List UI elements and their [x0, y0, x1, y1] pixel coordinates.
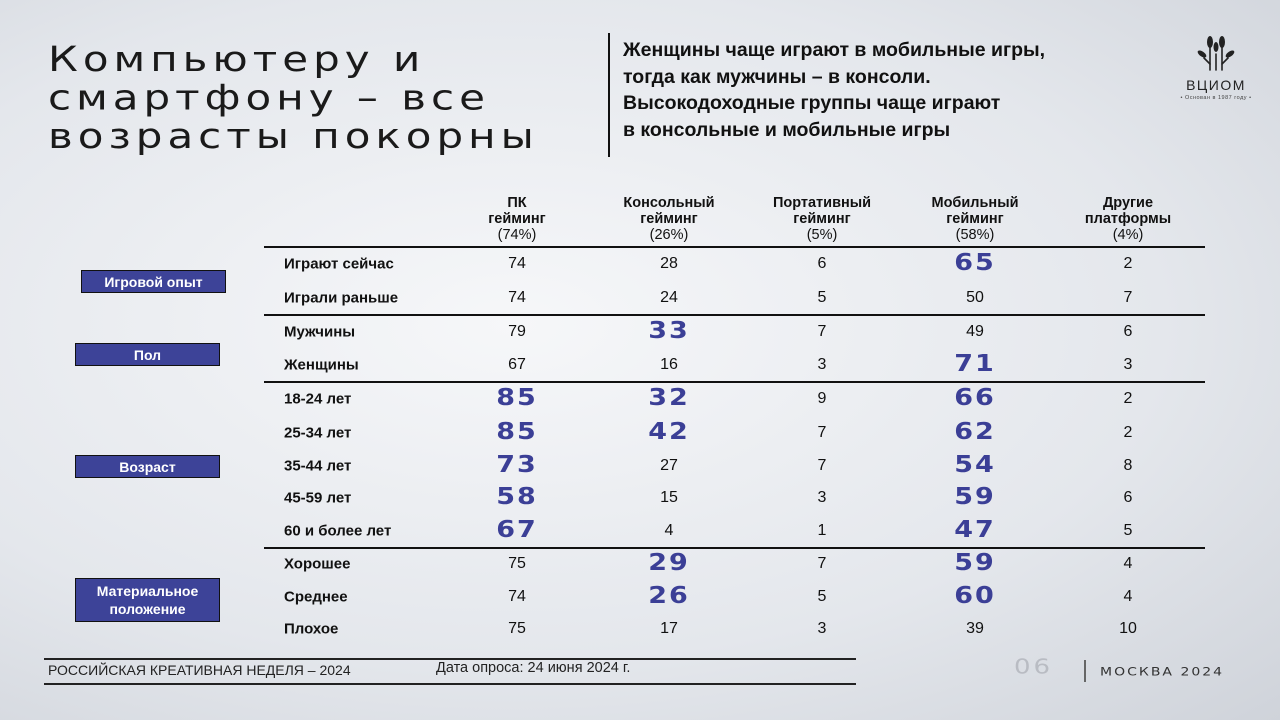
highlighted-value: 32 — [648, 384, 690, 411]
group-label: Игровой опыт — [81, 270, 226, 293]
column-header-line: Мобильный — [931, 195, 1019, 211]
table-cell: 24 — [660, 289, 678, 306]
highlighted-value: 65 — [954, 249, 996, 276]
table-separator — [264, 381, 1205, 383]
table-cell: 4 — [664, 522, 674, 539]
row-label: 25-34 лет — [284, 424, 352, 442]
table-cell: 17 — [660, 620, 678, 637]
vciom-logo — [1174, 34, 1258, 101]
row-label: Женщины — [284, 356, 359, 374]
highlighted-value: 71 — [954, 350, 996, 377]
table-cell: 10 — [1119, 620, 1137, 637]
table-cell: 67 — [508, 356, 526, 373]
row-label: 35-44 лет — [284, 457, 352, 475]
table-cell: 7 — [817, 424, 827, 441]
survey-date: Дата опроса: 24 июня 2024 г. — [436, 660, 631, 676]
row-label: Среднее — [284, 588, 348, 606]
vertical-divider — [608, 33, 610, 157]
highlighted-value: 59 — [954, 549, 996, 576]
column-header-line: гейминг — [946, 211, 1004, 227]
column-header-line: Консольный — [623, 195, 715, 211]
table-cell: 2 — [1123, 255, 1133, 272]
subtitle-line: Женщины чаще играют в мобильные игры, — [623, 39, 1046, 61]
highlighted-value: 66 — [954, 384, 996, 411]
table-cell: 75 — [508, 620, 526, 637]
tree-logo-icon — [1194, 34, 1238, 74]
table-cell: 15 — [660, 489, 678, 506]
column-header-line: гейминг — [793, 211, 851, 227]
highlighted-value: 26 — [648, 582, 690, 609]
table-cell: 7 — [817, 457, 827, 474]
page-divider — [1084, 660, 1086, 682]
table-cell: 6 — [817, 255, 827, 272]
table-cell: 74 — [508, 255, 526, 272]
row-label: Играли раньше — [284, 289, 399, 307]
column-header-line: платформы — [1084, 211, 1172, 227]
table-cell: 6 — [1123, 323, 1133, 340]
highlighted-value: 29 — [648, 549, 690, 576]
table-cell: 5 — [1123, 522, 1133, 539]
row-label: 18-24 лет — [284, 390, 352, 408]
highlighted-value: 85 — [496, 418, 538, 445]
logo-founded: • Основан в 1987 году • — [1180, 95, 1252, 101]
table-cell: 2 — [1123, 424, 1133, 441]
highlighted-value: 60 — [954, 582, 996, 609]
column-header-share: (5%) — [806, 227, 838, 243]
page-title: Компьютеру и смартфону – все возрасты покорны — [48, 39, 539, 157]
highlighted-value: 67 — [496, 516, 538, 543]
group-label: Возраст — [75, 455, 220, 478]
column-header — [900, 195, 1050, 243]
highlighted-value: 47 — [954, 516, 996, 543]
column-header-line: Портативный — [772, 195, 872, 211]
subtitle-line: Высокодоходные группы чаще играют — [623, 92, 1001, 114]
highlighted-value: 42 — [648, 418, 690, 445]
table-cell: 1 — [817, 522, 827, 539]
column-header-line: гейминг — [640, 211, 698, 227]
table-separator — [264, 246, 1205, 248]
highlighted-value: 85 — [496, 384, 538, 411]
table-separator — [264, 314, 1205, 316]
highlighted-value: 58 — [496, 483, 538, 510]
table-cell: 7 — [817, 555, 827, 572]
highlighted-value: 59 — [954, 483, 996, 510]
group-label: Пол — [75, 343, 220, 366]
column-header — [442, 195, 592, 243]
table-cell: 74 — [508, 289, 526, 306]
table-cell: 3 — [817, 620, 827, 637]
table-cell: 7 — [817, 323, 827, 340]
table-cell: 7 — [1123, 289, 1133, 306]
column-header-line: Другие — [1102, 195, 1154, 211]
table-cell: 6 — [1123, 489, 1133, 506]
group-label: Материальное положение — [75, 578, 220, 622]
row-label: 60 и более лет — [284, 522, 392, 540]
highlighted-value: 54 — [954, 451, 996, 478]
table-cell: 3 — [817, 489, 827, 506]
table-cell: 39 — [966, 620, 984, 637]
column-header-share: (74%) — [497, 227, 537, 243]
highlighted-value: 73 — [496, 451, 538, 478]
logo-name: ВЦИОМ — [1186, 77, 1246, 93]
table-separator — [264, 547, 1205, 549]
column-header — [1053, 195, 1203, 243]
table-cell: 75 — [508, 555, 526, 572]
column-header-line: гейминг — [488, 211, 546, 227]
row-label: Играют сейчас — [284, 255, 394, 273]
subtitle — [623, 37, 1143, 143]
column-header-line: ПК — [507, 195, 527, 211]
footer-event: РОССИЙСКАЯ КРЕАТИВНАЯ НЕДЕЛЯ – 2024 — [48, 662, 351, 678]
row-label: Плохое — [284, 620, 339, 638]
subtitle-line: в консольные и мобильные игры — [623, 118, 951, 141]
table-cell: 3 — [817, 356, 827, 373]
page-number: 06 — [1014, 655, 1054, 679]
table-cell: 74 — [508, 588, 526, 605]
row-label: Мужчины — [284, 323, 356, 341]
column-header-share: (26%) — [649, 227, 689, 243]
column-header — [747, 195, 897, 243]
column-header-share: (58%) — [955, 227, 995, 243]
table-cell: 4 — [1123, 588, 1133, 605]
table-cell: 5 — [817, 289, 827, 306]
highlighted-value: 33 — [648, 317, 690, 344]
table-cell: 16 — [660, 356, 678, 373]
subtitle-line: тогда как мужчины – в консоли. — [623, 65, 931, 88]
table-cell: 5 — [817, 588, 827, 605]
table-cell: 8 — [1123, 457, 1133, 474]
table-cell: 3 — [1123, 356, 1133, 373]
table-cell: 4 — [1123, 555, 1133, 572]
row-label: 45-59 лет — [284, 489, 352, 507]
footer-city: МОСКВА 2024 — [1100, 665, 1225, 679]
highlighted-value: 62 — [954, 418, 996, 445]
table-cell: 28 — [660, 255, 678, 272]
table-cell: 49 — [966, 323, 984, 340]
column-header — [594, 195, 744, 243]
table-cell: 9 — [817, 390, 827, 407]
column-header-share: (4%) — [1112, 227, 1144, 243]
table-cell: 27 — [660, 457, 678, 474]
row-label: Хорошее — [284, 555, 351, 573]
table-cell: 79 — [508, 323, 526, 340]
table-cell: 50 — [966, 289, 984, 306]
footer-line-bottom — [44, 683, 856, 685]
table-cell: 2 — [1123, 390, 1133, 407]
